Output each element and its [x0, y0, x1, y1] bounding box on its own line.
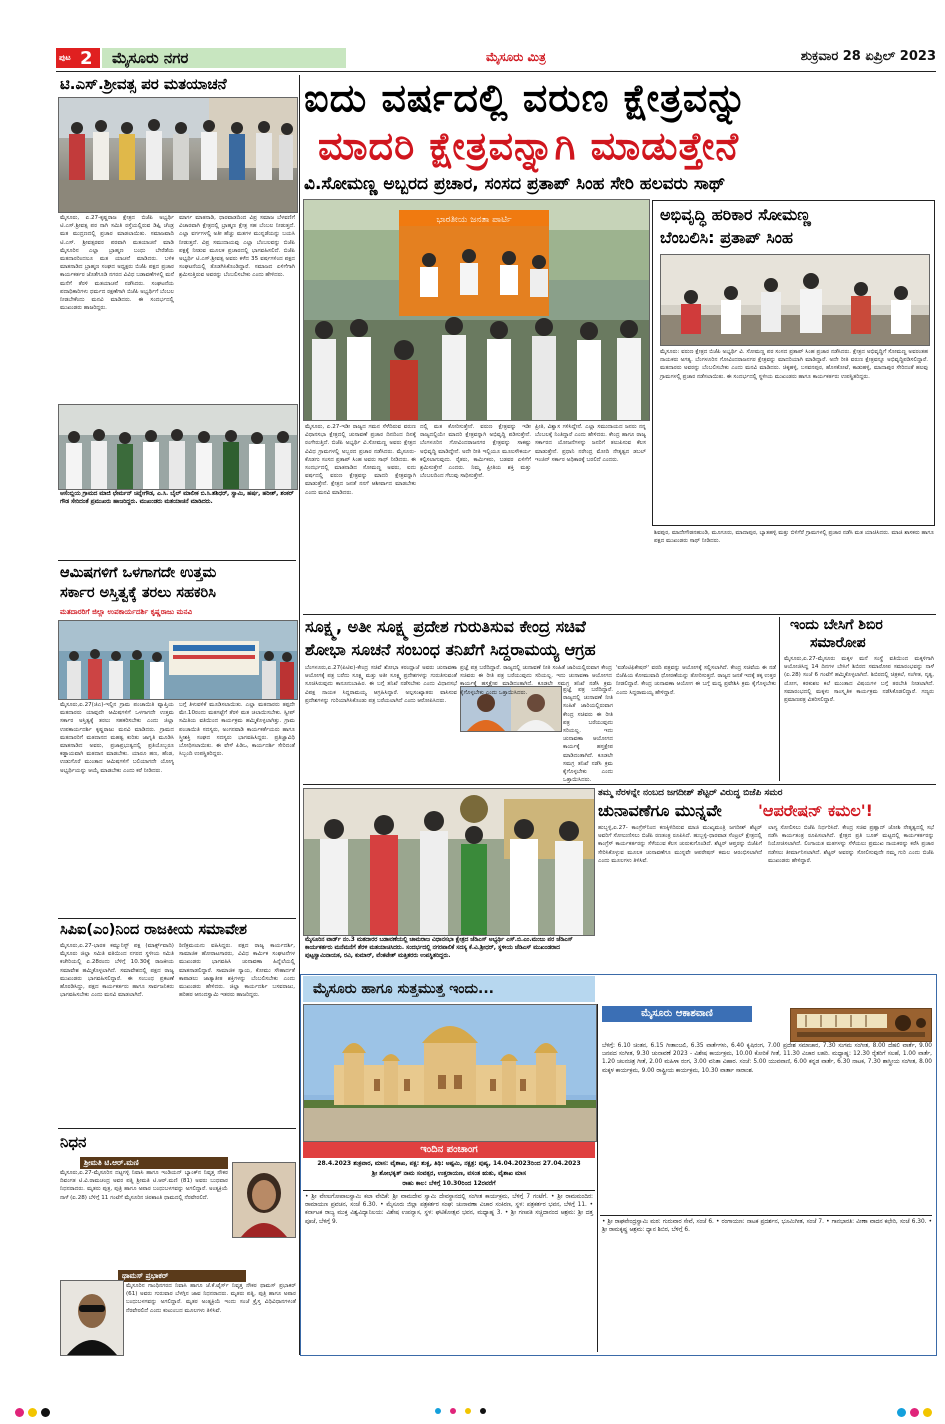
lead-col3: ಪ್ರೀತಿ, ವಿಶ್ವಾಸ ಗಳಿಸಿದ್ದೇನೆ. ಎಲ್ಲಾ ಸಮುದಾಯದ ಜನರು ನನ್ನ ಬೆಂಬಲಕ್ಕೆ ನಿಂತಿದ್ದಾರೆ ಎಂದು ಹೇಳಿದರು. ಕೇಂದ್ರ ಹಾಗೂ ರಾಜ್ಯ ಸರ್ಕಾರದ ಯೋಜನೆಗಳನ್ನು ಜನರಿಗೆ ತಲುಪಿಸುವ ಕೆಲಸ ಮಾಡುತ್ತೇನೆ. ಪ್ರಧಾನಿ ನರೇಂದ್ರ ಮೋದಿ ನೇತೃತ್ವದ ಡಬಲ್ ಇಂಜಿನ್ ಸರ್ಕಾರ ಅಧಿಕಾರಕ್ಕೆ ಬರಲಿದೆ ಎಂದರು.	[535, 424, 646, 463]
story2-headline-2: ಸರ್ಕಾರ ಅಸ್ತಿತ್ವಕ್ಕೆ ತರಲು ಸಹಕರಿಸಿ	[60, 585, 216, 601]
story3-col1: ಮೈಸೂರು,ಏ.27-ಭಾರತ ಕಮ್ಯುನಿಸ್ಟ್ ಪಕ್ಷ (ಮಾರ್ಕ್ಸ್‌ವಾದಿ) ಮೈಸೂರು ಜಿಲ್ಲಾ ಸಮಿತಿ ವತಿಯಿಂದ ನಗರದ ಸ್ಥಳೀಯ ಸಮಿತಿ ಕಚೇರಿಯಲ್ಲಿ ಏ.28ರಂದು ಬೆಳಿಗ್ಗೆ 10.30ಕ್ಕೆ ರಾಜಕೀಯ ಸಮಾವೇಶ ಹಮ್ಮಿಕೊಳ್ಳಲಾಗಿದೆ. ಸಮಾವೇಶದಲ್ಲಿ ಪಕ್ಷದ ರಾಜ್ಯ ಮುಖಂಡರು ಭಾಗವಹಿಸಲಿದ್ದಾರೆ. ಈ ಸಂಬಂಧ ಪ್ರಕಟಣೆ ಹೊರಡಿಸಿದ್ದು, ಪಕ್ಷದ ಕಾರ್ಯಕರ್ತರು ಹಾಗೂ ಸಾರ್ವಜನಿಕರು ಭಾಗವಹಿಸಬೇಕು ಎಂದು ಮನವಿ ಮಾಡಲಾಗಿದೆ.	[60, 943, 174, 999]
story1-photo	[58, 97, 298, 213]
panchanga-line-3: ರಾಹು ಕಾಲ: ಬೆಳಿಗ್ಗೆ 10.30ರಿಂದ 12ರವರೆಗೆ	[402, 1180, 496, 1187]
meeting-illustration	[661, 255, 929, 345]
campaign-vehicle-crowd-illustration	[304, 200, 649, 420]
radio-icon	[791, 1009, 931, 1041]
story2-col1: ಮೈಸೂರು,ಏ.27(ಜಿಎ)-ಇಲ್ಲಿನ ಗ್ರಾಮ ಪಂಚಾಯಿತಿ ವ್ಯಾಪ್ತಿಯ ಮತದಾರರು ಯಾವುದೇ ಆಮಿಷಗಳಿಗೆ ಒಳಗಾಗದೇ ಉತ್ತಮ ಸರ್ಕಾರ ಅಸ್ತಿತ್ವಕ್ಕೆ ತರಲು ಸಹಕರಿಸಬೇಕು ಎಂದು ಜಿಲ್ಲಾ ಉಪಕಾರ್ಯದರ್ಶಿ ಕೃಷ್ಣರಾಜು ಮನವಿ ಮಾಡಿದರು. ಗ್ರಾಮದ ಮತದಾರರಿಗೆ ಮತದಾನದ ಮಹತ್ವ ಕುರಿತು ಜಾಗೃತಿ ಮೂಡಿಸಿ ಮಾತನಾಡಿದ ಅವರು, ಪ್ರಜಾಪ್ರಭುತ್ವದಲ್ಲಿ ಪ್ರತಿಯೊಬ್ಬರೂ ಕಡ್ಡಾಯವಾಗಿ ಮತದಾನ ಮಾಡಬೇಕು. ಯಾರೂ ಹಣ, ಹೆಂಡ, ಉಡುಗೊರೆ ಮುಂತಾದ ಆಮಿಷಗಳಿಗೆ ಬಲಿಯಾಗದೇ ಯೋಗ್ಯ ಅಭ್ಯರ್ಥಿಯನ್ನು ಆಯ್ಕೆ ಮಾಡಬೇಕು ಎಂದು ಕರೆ ನೀಡಿದರು.	[60, 702, 174, 774]
story4-headline-1: ಸೂಕ್ಷ್ಮ, ಅತೀ ಸೂಕ್ಷ್ಮ ಪ್ರದೇಶ ಗುರುತಿಸುವ ಕೇಂದ್ರ ಸಚಿವೆ	[305, 617, 586, 636]
jds-campaign-photo	[303, 788, 595, 936]
masthead	[56, 47, 936, 69]
obituary-photo-2	[60, 1280, 124, 1356]
photo-caption-1: ಆಸೆಂಬ್ಲಿಯ ಗ್ರಾಮದ ಮಾಜಿ ಛೇರ್ಮನ್ ಚಿನ್ನೇಗೌಡ, ಎ.ಸಿ. ಬೈಲ್ ಮಾಲೀಕ ಬಿ.ಸಿ.ಶಶಿಧರ್, ಸ್ವಾಮಿ, ಹರ್ಷ, ಹರೀಶ್, ಶಂಕರ್ ಗೌಡ ಸೇರಿದಂತೆ ಪ್ರಮುಖರು ಹಾಜರಿದ್ದರು. ಮುಖಂಡರು ಮತಯಾಚನೆ ಮಾಡಿದರು.	[60, 491, 294, 505]
story2-photo	[58, 620, 298, 700]
column-divider	[597, 1004, 598, 1352]
divider	[600, 1215, 932, 1216]
rally-with-banner-illustration	[59, 621, 297, 699]
story6-col2: ಲಾಗ್ಯ ಸೋಲಿಸಲು ಬಿಜೆಪಿ ನಿರ್ಧರಿಸಿದೆ. ಕೇಂದ್ರ ಸಚಿವ ಪ್ರಹ್ಲಾದ್ ಜೋಶಿ ನೇತೃತ್ವದಲ್ಲಿ ಸಭೆ ನಡೆಸಿ ಕಾರ್ಯತಂತ್ರ ರೂಪಿಸಲಾಗಿದೆ. ಕ್ಷೇತ್ರದ ಪ್ರತಿ ಬೂತ್ ಮಟ್ಟದಲ್ಲಿ ಕಾರ್ಯಕರ್ತರನ್ನು ನಿಯೋಜಿಸಲಾಗಿದೆ. ಲಿಂಗಾಯತ ಮತಗಳನ್ನು ಸೆಳೆಯಲು ಪ್ರಮುಖ ನಾಯಕರನ್ನು ಕರೆಸಿ ಪ್ರಚಾರ ನಡೆಸಲು ತೀರ್ಮಾನಿಸಲಾಗಿದೆ. ಶೆಟ್ಟರ್ ಅವರನ್ನು ಸೋಲಿಸುವುದೇ ನಮ್ಮ ಗುರಿ ಎಂದು ಬಿಜೆಪಿ ಮುಖಂಡರು ಹೇಳಿದ್ದಾರೆ.	[768, 825, 934, 864]
group-of-people-illustration	[59, 98, 297, 212]
obituary-photo-1	[232, 1162, 296, 1238]
story6-col1: ಹುಬ್ಬಳ್ಳಿ,ಏ.27- ಕಾಂಗ್ರೆಸ್‌ನಿಂದ ಕಣಕ್ಕಿಳಿದಿರುವ ಮಾಜಿ ಮುಖ್ಯಮಂತ್ರಿ ಜಗದೀಶ್ ಶೆಟ್ಟರ್ ಅವರಿಗೆ ಸೋಲುಣಿಸಲು ಬಿಜೆಪಿ ರಣತಂತ್ರ ರೂಪಿಸಿದೆ. ಹುಬ್ಬಳ್ಳಿ-ಧಾರವಾಡ ಸೆಂಟ್ರಲ್ ಕ್ಷೇತ್ರದಲ್ಲಿ ಕಾಂಗ್ರೆಸ್ ಕಾರ್ಯಕರ್ತರನ್ನು ಸೆಳೆಯುವ ಕೆಲಸ ಚುರುಕುಗೊಂಡಿದೆ. ಶೆಟ್ಟರ್ ಆಪ್ತರನ್ನು ಬಿಜೆಪಿಗೆ ಸೇರಿಸಿಕೊಳ್ಳುವ ಮೂಲಕ ಚುನಾವಣೆಗೂ ಮುನ್ನವೇ ಆಪರೇಷನ್ ಕಮಲ ಆರಂಭಿಸಲಾಗಿದೆ ಎಂದು ಮೂಲಗಳು ತಿಳಿಸಿವೆ.	[598, 825, 762, 864]
story4-col2b: ಪ್ರಜ್ಞೆ ಪತ್ರ ಬರೆದಿದ್ದಾರೆ. ರಾಜ್ಯದಲ್ಲಿ ಚುನಾವಣೆ ನೀತಿ ಸಂಹಿತೆ ಜಾರಿಯಲ್ಲಿರುವಾಗ ಕೇಂದ್ರ ಸಚಿವರು ಈ ರೀತಿ ಪತ್ರ ಬರೆಯುವುದು ಸರಿಯಲ್ಲ. ಇದು ಚುನಾವಣಾ ಆಯೋಗದ ಕಾರ್ಯಕ್ಕೆ ಹಸ್ತಕ್ಷೇಪ ಮಾಡಿದಂತಾಗಿದೆ. ಕೂಡಲೇ ಸಮಗ್ರ ತನಿಖೆ ನಡೆಸಿ ಕ್ರಮ ಕೈಗೊಳ್ಳಬೇಕು ಎಂದು ಒತ್ತಾಯಿಸಿದರು.	[563, 687, 613, 784]
page-date: ಶುಕ್ರವಾರ 28 ಏಪ್ರಿಲ್ 2023	[800, 49, 936, 64]
story3-headline: ಸಿಪಿಐ(ಎಂ)ನಿಂದ ರಾಜಕೀಯ ಸಮಾವೇಶ	[60, 922, 247, 938]
lead-subhead: ವಿ.ಸೋಮಣ್ಣ ಅಬ್ಬರದ ಪ್ರಚಾರ, ಸಂಸದ ಪ್ರತಾಪ್ ಸಿಂಹ ಸೇರಿ ಹಲವರು ಸಾಥ್	[304, 174, 726, 194]
story1-headline: ಟಿ.ಎಸ್.ಶ್ರೀವತ್ಸ ಪರ ಮತಯಾಚನೆ	[60, 75, 227, 93]
side-headline-2: ಬೆಂಬಲಿಸಿ: ಪ್ರತಾಪ್ ಸಿಂಹ	[660, 228, 793, 247]
group-of-people-illustration	[59, 405, 297, 489]
side-body: ಮೈಸೂರು: ವರುಣ ಕ್ಷೇತ್ರದ ಬಿಜೆಪಿ ಅಭ್ಯರ್ಥಿ ವಿ. ಸೋಮಣ್ಣ ಪರ ಸಂಸದ ಪ್ರತಾಪ್ ಸಿಂಹ ಪ್ರಚಾರ ನಡೆಸಿದರು. ಕ್ಷೇತ್ರದ ಅಭಿವೃದ್ಧಿಗೆ ಸೋಮಣ್ಣ ಅವರಂತಹ ನಾಯಕರು ಅಗತ್ಯ. ಬೆಂಗಳೂರಿನ ಗೋವಿಂದರಾಜನಗರ ಕ್ಷೇತ್ರವನ್ನು ಮಾದರಿಯಾಗಿ ಮಾಡಿದ್ದಾರೆ. ಅದೇ ರೀತಿ ವರುಣ ಕ್ಷೇತ್ರವನ್ನೂ ಅಭಿವೃದ್ಧಿಪಡಿಸಲಿದ್ದಾರೆ. ಮತದಾರರು ಅವರನ್ನು ಬೆಂಬಲಿಸಬೇಕು ಎಂದು ಮನವಿ ಮಾಡಿದರು. ಚಿಕ್ಕಹಳ್ಳಿ, ಬಸವನಪುರ, ಹೊಸಕೋಟೆ, ಕಾಡುಹಳ್ಳಿ, ಮಾದಾಪುರ ಸೇರಿದಂತೆ ಹಲವು ಗ್ರಾಮಗಳಲ್ಲಿ ಪ್ರಚಾರ ನಡೆಸಲಾಯಿತು. ಈ ಸಂದರ್ಭದಲ್ಲಿ ಸ್ಥಳೀಯ ಮುಖಂಡರು ಹಾಗೂ ಕಾರ್ಯಕರ್ತರು ಉಪಸ್ಥಿತರಿದ್ದರು.	[660, 349, 928, 380]
registration-mark	[465, 1408, 471, 1414]
story4-col1: ಬೆಂಗಳೂರು,ಏ.27(ಪಿಟಿಐ)-ಕೇಂದ್ರ ಸಚಿವೆ ಶೋಭಾ ಕರಂದ್ಲಾಜೆ ಅವರು ಚುನಾವಣಾ ಆಯೋಗಕ್ಕೆ ಪತ್ರ ಬರೆದು ಸೂಕ್ಷ್ಮ ಮತ್ತು ಅತೀ ಸೂಕ್ಷ್ಮ ಪ್ರದೇಶಗಳನ್ನು ಗುರುತಿಸುವಂತೆ ಸೂಚಿಸಿರುವುದು ಕಾನೂನುಬಾಹಿರ. ಈ ಬಗ್ಗೆ ತನಿಖೆ ನಡೆಸಬೇಕು ಎಂದು ವಿಧಾನಸಭೆ ವಿಪಕ್ಷ ನಾಯಕ ಸಿದ್ದರಾಮಯ್ಯ ಆಗ್ರಹಿಸಿದ್ದಾರೆ. ಅಲ್ಪಸಂಖ್ಯಾತರು ವಾಸಿಸುವ ಪ್ರದೇಶಗಳನ್ನು ಗುರಿಯಾಗಿಸಿಕೊಂಡು ಪತ್ರ ಬರೆಯಲಾಗಿದೆ ಎಂದು ಆರೋಪಿಸಿದರು.	[305, 665, 457, 704]
side-photo	[660, 254, 930, 346]
story6-headline-2a: ಚುನಾವಣೆಗೂ ಮುನ್ನವೇ	[598, 801, 722, 820]
divider	[303, 1190, 595, 1191]
story1-col2: ಮಾರ್ಗ ಮಾತನಾಡಿ, ಧಾರವಾಡದಿಂದ ವಿಪ್ರ ಸಮಾಜ ಬೆಳವಣಿಗೆ ವಿಚಾರವಾಗಿ ಕ್ಷೇತ್ರದಲ್ಲಿ ಬ್ರಾಹ್ಮಣ ಕ್ಷೇತ್ರ ಸಹ ಬೆಂಬಲ ನೀಡುತ್ತದೆ. ಎಲ್ಲಾ ವರ್ಗಗಳಲ್ಲಿ ಅತೀ ಹೆಚ್ಚು ಮತಗಳ ಮುನ್ನಡೆಯನ್ನು ಬಯಸಿ ನೀಡುತ್ತದೆ. ವಿಪ್ರ ಸಮುದಾಯವು ಎಲ್ಲಾ ಬೆಂಬಲವನ್ನು ಬಿಜೆಪಿ ಪಕ್ಷಕ್ಕೆ ನೀಡುವ ಮೂಲಕ ಪ್ರಚಾರದಲ್ಲಿ ಭಾಗವಹಿಸಲಿದೆ. ಬಿಜೆಪಿ ಅಭ್ಯರ್ಥಿ ಟಿ.ಎಸ್.ಶ್ರೀವತ್ಸ ಅವರು ಕಳೆದ 35 ವರ್ಷಗಳಿಂದ ಪಕ್ಷದ ಸಂಘಟನೆಯಲ್ಲಿ ತೊಡಗಿಸಿಕೊಂಡಿದ್ದಾರೆ. ಸಮಾಜದ ಏಳಿಗೆಗಾಗಿ ಶ್ರಮಿಸುತ್ತಿರುವ ಅವರನ್ನು ಬೆಂಬಲಿಸಬೇಕು ಎಂದು ಹೇಳಿದರು.	[179, 215, 295, 279]
registration-mark	[897, 1408, 906, 1417]
page-number-badge	[56, 48, 100, 68]
story5-headline-1: ಇಂದು ಬೇಸಿಗೆ ಶಿಬಿರ	[790, 617, 883, 633]
today-banner: ಮೈಸೂರು ಹಾಗೂ ಸುತ್ತಮುತ್ತ ಇಂದು...	[303, 976, 595, 1002]
today-events-left: • ಶ್ರೀ ವೇಣುಗೋಪಾಲಸ್ವಾಮಿ ಕಲಾ ವೇದಿಕೆ: ಶ್ರೀ ವಾಮದೇವ ಸ್ವಾಮಿ ದೇವಸ್ಥಾನದಲ್ಲಿ ಸಂಗೀತ ಕಾರ್ಯಕ್ರಮ, ಬೆಳಿಗ್ಗೆ 7 ಗಂಟೆಗೆ. • ಶ್ರೀ ರಾಮಮಂದಿರ: ರಾಮಾಯಣ ಪ್ರವಚನ, ಸಂಜೆ 6.30. • ಮೈಸೂರು ಜಿಲ್ಲಾ ಪತ್ರಕರ್ತರ ಸಂಘ: ಚುನಾವಣಾ ವಿಚಾರ ಸಂಕಿರಣ, ಸ್ಥಳ: ಪತ್ರಕರ್ತರ ಭವನ, ಬೆಳಿಗ್ಗೆ 11. • ಕರ್ನಾಟಕ ರಾಜ್ಯ ಮುಕ್ತ ವಿಶ್ವವಿದ್ಯಾನಿಲಯ: ವಿಶೇಷ ಉಪನ್ಯಾಸ, ಸ್ಥಳ: ಘಟಿಕೋತ್ಸವ ಭವನ, ಮಧ್ಯಾಹ್ನ 3. • ಶ್ರೀ ಗಣಪತಿ ಸಚ್ಚಿದಾನಂದ ಆಶ್ರಮ: ಶ್ರೀ ದತ್ತ ಪೂಜೆ, ಬೆಳಿಗ್ಗೆ 9.	[305, 1194, 593, 1225]
divider	[303, 784, 936, 785]
divider	[58, 918, 296, 919]
column-divider	[779, 617, 780, 781]
lead-col2: ದಲ್ಲಿ ಮತ ಕೋರಿಸುತ್ತೇನೆ. ವರುಣ ಕ್ಷೇತ್ರವನ್ನು ಇಡೀ ರಾಜ್ಯದಲ್ಲಿಯೇ ಮಾದರಿ ಕ್ಷೇತ್ರವನ್ನಾಗಿ ಅಭಿವೃದ್ಧಿ ಪಡಿಸುತ್ತೇನೆ. ಬೆಂಗಳೂರಿನ ಗೋವಿಂದರಾಜನಗರ ಕ್ಷೇತ್ರವನ್ನು ಸಾಕಷ್ಟು ಅಭಿವೃದ್ಧಿ ಮಾಡಿದ್ದೇನೆ. ಅದೇ ರೀತಿ ಇಲ್ಲಿಯೂ ಮೂಲಸೌಕರ್ಯ ಕಲ್ಪಿಸಲಾಗುವುದು. ರೈತರು, ಕಾರ್ಮಿಕರು, ಬಡವರ ಏಳಿಗೆಗೆ ಶ್ರಮಿಸುತ್ತೇನೆ ಎಂದರು. ನಿಮ್ಮ ಪ್ರೀತಿಯ ಶಕ್ತಿ ಮತ್ತು ಬೆಂಬಲದಿಂದ ಗೆಲುವು ಸಾಧಿಸುತ್ತೇನೆ.	[420, 424, 531, 480]
side-body-2: ಶಿವಪುರ, ಮಾದೇಗೌಡನಹುಂಡಿ, ಮೂಗೂರು, ಮಾದಾಪುರ, ಬ್ಯಾತಹಳ್ಳಿ ಮತ್ತು ಬಿಳಿಗೆರೆ ಗ್ರಾಮಗಳಲ್ಲಿ ಪ್ರಚಾರ ನಡೆಸಿ ಮತ ಯಾಚಿಸಿದರು. ಮಾಜಿ ಶಾಸಕರು ಹಾಗೂ ಪಕ್ಷದ ಮುಖಂಡರು ಸಾಥ್ ನೀಡಿದರು.	[654, 530, 934, 545]
page-number: 2	[80, 48, 93, 69]
obituary-name-2: ಥಾಮಸ್ ಪ್ರಭಾಕರ್	[118, 1270, 246, 1282]
vehicle-banner-text: ಭಾರತೀಯ ಜನತಾ ಪಾರ್ಟಿ	[436, 215, 512, 225]
story1-col1: ಮೈಸೂರು, ಏ.27-ಕೃಷ್ಣರಾಜ ಕ್ಷೇತ್ರದ ಬಿಜೆಪಿ ಅಭ್ಯರ್ಥಿ ಟಿ.ಎಸ್.ಶ್ರೀವತ್ಸ ಪರ ನಾಗಿ ಸಮಿತಿ ರಸ್ತೆಯಲ್ಲಿರುವ ಡಿಪ್ಪಿ ಚೆಂಡ್ರ ಮತ ಮುದ್ರಣದಲ್ಲಿ ಪ್ರಚಾರ ಮಾಡಲಾಯಿತು. ಸಮಾಜವಾದಿ ಟಿ.ಎಸ್. ಶ್ರೀವತ್ಸರವರ ಪರವಾಗಿ ಮತಯಾಚನೆ ಮಾಡಿ ಮೈಸೂರಿನ ಎಲ್ಲಾ ಬ್ರಾಹ್ಮಣ ಬಂಧು ಬೇರೆಡೆಯ ಮತದಾರರಿಂದಲೂ ಮತ ಯಾಚನೆ ಮಾಡಿದರು. ಬಳಿಕ ಮಾತನಾಡಿದ ಬ್ರಾಹ್ಮಣ ಸಂಘದ ಅಧ್ಯಕ್ಷರು ಬಿಜೆಪಿ ಪಕ್ಷದ ಪ್ರಚಾರ ಕಾರ್ಯಕರ್ತರ ಜೊತೆಗೂಡಿ ನಗರದ ವಿವಿಧ ಬಡಾವಣೆಗಳಲ್ಲಿ ಮನೆ ಮನೆಗೆ ತೆರಳಿ ಮತಯಾಚನೆ ನಡೆಸಿದರು. ಸಂಘಟನೆಯ ಪದಾಧಿಕಾರಿಗಳು ಧರ್ಮದ ರಕ್ಷಣೆಗಾಗಿ ಬಿಜೆಪಿ ಅಭ್ಯರ್ಥಿಗೆ ಬೆಂಬಲ ನೀಡಬೇಕೆಂದು ಮನವಿ ಮಾಡಿದರು. ಈ ಸಂದರ್ಭದಲ್ಲಿ ಮುಖಂಡರು ಹಾಜರಿದ್ದರು.	[60, 215, 174, 312]
today-events-right: • ಶ್ರೀ ರಾಘವೇಂದ್ರಸ್ವಾಮಿ ಮಠ: ಗುರುವಾರ ಸೇವೆ, ಸಂಜೆ 6. • ರಂಗಾಯಣ: ನಾಟಕ ಪ್ರದರ್ಶನ, ಭೂಮಿಗೀತ, ಸಂಜೆ 7. • ಗಾನಭಾರತಿ: ವೀಣಾ ವಾದನ ಕಛೇರಿ, ಸಂಜೆ 6.30. • ಶ್ರೀ ರಾಮಕೃಷ್ಣ ಆಶ್ರಮ: ಧ್ಯಾನ ಶಿಬಿರ, ಬೆಳಿಗ್ಗೆ 6.	[602, 1219, 932, 1234]
radio-title: ಮೈಸೂರು ಆಕಾಶವಾಣಿ	[602, 1006, 752, 1022]
story6-headline-1: ತಮ್ಮ ನೆರಳನ್ನೇ ನಂಬದ ಜಗದೀಶ್ ಶೆಟ್ಟರ್ ವಿರುದ್ಧ ಬಿಜೆಪಿ ಸಮರ	[598, 788, 783, 798]
story4-col2: ಪ್ರಜ್ಞೆ ಪತ್ರ ಬರೆದಿದ್ದಾರೆ. ರಾಜ್ಯದಲ್ಲಿ ಚುನಾವಣೆ ನೀತಿ ಸಂಹಿತೆ ಜಾರಿಯಲ್ಲಿರುವಾಗ ಕೇಂದ್ರ ಸಚಿವರು ಈ ರೀತಿ ಪತ್ರ ಬರೆಯುವುದು ಸರಿಯಲ್ಲ. ಇದು ಚುನಾವಣಾ ಆಯೋಗದ ಕಾರ್ಯಕ್ಕೆ ಹಸ್ತಕ್ಷೇಪ ಮಾಡಿದಂತಾಗಿದೆ. ಕೂಡಲೇ ಸಮಗ್ರ ತನಿಖೆ ನಡೆಸಿ ಕ್ರಮ ಕೈಗೊಳ್ಳಬೇಕು ಎಂದು ಒತ್ತಾಯಿಸಿದರು.	[460, 665, 612, 696]
panchanga-line-2: ಶ್ರೀ ಶೋಭಕೃತ್ ನಾಮ ಸಂವತ್ಸರ, ಉತ್ತರಾಯಣ, ವಸಂತ ಋತು, ವೈಶಾಖ ಮಾಸ	[371, 1170, 527, 1177]
registration-mark	[910, 1408, 919, 1417]
lead-photo	[303, 199, 650, 421]
radio-text: ಬೆಳಿಗ್ಗೆ: 6.10 ಚಿಂತನ, 6.15 ಗೀತಾಂಜಲಿ, 6.35 ವಾರ್ತೆಗಳು, 6.40 ಕೃಷಿರಂಗ, 7.00 ಪ್ರದೇಶ ಸಮಾಚಾರ, 7.30 ಸುಗಮ ಸಂಗೀತ, 8.00 ದೆಹಲಿ ವಾರ್ತೆ, 9.00 ಜನಪದ ಸಂಗೀತ, 9.30 ಚುನಾವಣೆ 2023 - ವಿಶೇಷ ಕಾರ್ಯಕ್ರಮ, 10.00 ಕೋರಿಕೆ ಗೀತೆ, 11.30 ವಿಚಾರ ಲಹರಿ. ಮಧ್ಯಾಹ್ನ: 12.30 ರೈತರಿಗೆ ಸಲಹೆ, 1.00 ವಾರ್ತೆ, 1.20 ಚಲನಚಿತ್ರ ಗೀತೆ, 2.00 ಮಹಿಳಾ ರಂಗ, 3.00 ವನಿತಾ ವಿಹಾರ. ಸಂಜೆ: 5.00 ಯುವವಾಣಿ, 6.00 ಕನ್ನಡ ವಾರ್ತೆ, 6.30 ನಾಟಕ, 7.30 ಶಾಸ್ತ್ರೀಯ ಸಂಗೀತ, 8.00 ಮಕ್ಕಳ ಕಾರ್ಯಕ್ರಮ, 9.00 ರಾಷ್ಟ್ರೀಯ ಕಾರ್ಯಕ್ರಮ, 10.30 ವಾರ್ತಾ ಸಾರಾಂಶ.	[602, 1043, 932, 1074]
obituary-name-1: ಶ್ರೀಮತಿ ಟಿ.ಆರ್.ಮಣಿ	[80, 1157, 228, 1169]
registration-mark	[41, 1408, 50, 1417]
obituary-heading: ನಿಧನ	[60, 1133, 87, 1151]
panchanga-line-1: 28.4.2023 ಶುಕ್ರವಾರ, ಮಾಸ: ವೈಶಾಖ, ಪಕ್ಷ: ಶುಕ್ಲ, ತಿಥಿ: ಅಷ್ಟಮಿ, ನಕ್ಷತ್ರ: ಪುಷ್ಯ, 14.04.2023ರಿಂದ 27.04.2023	[317, 1160, 581, 1167]
radio-icon	[790, 1008, 932, 1042]
obituary-text-2: ಮೈಸೂರಿನ ಗಾಂಧಿನಗರದ ನಿವಾಸಿ ಹಾಗೂ ಜೆ.ಕೆ.ಟೈರ್ಸ್ ನಿವೃತ್ತ ನೌಕರ ಥಾಮಸ್ ಪ್ರಭಾಕರ್ (61) ಅವರು ಗುರುವಾರ ಬೆಳಗ್ಗಿನ ಜಾವ ನಿಧನರಾದರು. ಮೃತರು ಪತ್ನಿ, ಪುತ್ರಿ ಹಾಗೂ ಅಪಾರ ಬಂಧುಬಳಗವನ್ನು ಅಗಲಿದ್ದಾರೆ. ಮೃತರ ಅಂತ್ಯಕ್ರಿಯೆ ಇಂದು ಸಂಜೆ ಕ್ರೈಸ್ತ ವಿಧಿವಿಧಾನಗಳಂತೆ ನೆರವೇರಲಿದೆ ಎಂದು ಕುಟುಂಬದ ಮೂಲಗಳು ತಿಳಿಸಿವೆ.	[126, 1283, 296, 1314]
page-label: ಪುಟ	[59, 53, 71, 62]
divider	[58, 560, 296, 561]
registration-mark	[480, 1408, 486, 1414]
story4-headline-2: ಶೋಭಾ ಸೂಚನೆ ಸಂಬಂಧ ತನಿಖೆಗೆ ಸಿದ್ದರಾಮಯ್ಯ ಆಗ್ರಹ	[305, 640, 596, 659]
obituary-text-1: ಮೈಸೂರು,ಏ.27-ಮೈಸೂರಿನ ದಟ್ಟಗಳ್ಳಿ ನಿವಾಸಿ ಹಾಗೂ ಇಂಡಿಯನ್ ಬ್ಯಾಂಕ್‌ನ ನಿವೃತ್ತ ನೌಕರ ದಿವಂಗತ ಟಿ.ವಿ.ರಾಮಚಂದ್ರ ಅವರ ಪತ್ನಿ ಶ್ರೀಮತಿ ಟಿ.ಆರ್.ಮಣಿ (81) ಅವರು ಬುಧವಾರ ನಿಧನರಾದರು. ಮೃತರು ಪುತ್ರ, ಪುತ್ರಿ ಹಾಗೂ ಅಪಾರ ಬಂಧುಬಳಗವನ್ನು ಅಗಲಿದ್ದಾರೆ. ಅಂತ್ಯಕ್ರಿಯೆ ನಾಳೆ (ಏ.28) ಬೆಳಿಗ್ಗೆ 11 ಗಂಟೆಗೆ ಮೈಸೂರಿನ ಚಿರಶಾಂತಿ ಧಾಮದಲ್ಲಿ ನೆರವೇರಲಿದೆ.	[60, 1170, 228, 1201]
mysore-palace-photo	[303, 1004, 597, 1142]
side-headline-1: ಅಭಿವೃದ್ಧಿ ಹರಿಕಾರ ಸೋಮಣ್ಣ	[660, 205, 811, 224]
story2-headline-1: ಆಮಿಷಗಳಿಗೆ ಒಳಗಾಗದೇ ಉತ್ತಮ	[60, 565, 217, 581]
story1-photo-2	[58, 404, 298, 490]
divider	[58, 1128, 296, 1129]
photo-caption-2: ಮೈಸೂರಿನ ವಾರ್ಡ್ ನಂ.3 ಮತದಾರರ ಬಡಾವಣೆಯಲ್ಲಿ ಚಾಮರಾಜ ವಿಧಾನಸಭಾ ಕ್ಷೇತ್ರದ ಜೆಡಿಎಸ್ ಅಭ್ಯರ್ಥಿ ಎಸ್.ಬಿ.ಎಂ.ಮಂಜು ಪರ ಜೆಡಿಎಸ್ ಕಾರ್ಯಕರ್ತರು ಮನೆಮನೆಗೆ ತೆರಳಿ ಮತಯಾಚಿಸಿದರು. ಸಂದರ್ಭದಲ್ಲಿ ನಗರಪಾಲಿಕೆ ಸದಸ್ಯ ಕೆ.ವಿ.ಶ್ರೀಧರ್, ಸ್ಥಳೀಯ ಜೆಡಿಎಸ್ ಮುಖಂಡರಾದ ಪುಟ್ಟಸ್ವಾಮಿನಾಯಕ, ರವಿ, ಕುಮಾರ್, ವೆಂಕಟೇಶ್ ಮತ್ತಿತರರು ಉಪಸ್ಥಿತರಿದ್ದರು.	[305, 937, 573, 959]
registration-mark	[923, 1408, 932, 1417]
portrait-woman-illustration	[233, 1163, 295, 1237]
door-to-door-campaign-illustration	[304, 789, 594, 935]
panchanga-title: ಇಂದಿನ ಪಂಚಾಂಗ	[303, 1142, 595, 1158]
lead-headline-2: ಮಾದರಿ ಕ್ಷೇತ್ರವನ್ನಾಗಿ ಮಾಡುತ್ತೇನೆ	[318, 124, 739, 168]
registration-mark	[435, 1408, 441, 1414]
section-title: ಮೈಸೂರು ನಗರ	[102, 48, 346, 68]
story3-col2: ಠಿಣಿಕ್ರಮಯನು ವಹಿಸಿದ್ದರು. ಪಕ್ಷದ ರಾಜ್ಯ ಕಾರ್ಯದರ್ಶಿ, ಸಾಮಾಜಿಕ ಹೋರಾಟಗಾರರು, ವಿವಿಧ ಕಾರ್ಮಿಕ ಸಂಘಟನೆಗಳ ಮುಖಂಡರು ಭಾಗವಹಿಸಿ ಚುನಾವಣಾ ಹಿನ್ನೆಲೆಯಲ್ಲಿ ಮಾತನಾಡಲಿದ್ದಾರೆ. ಸಾಮಾಜಿಕ ನ್ಯಾಯ, ಕೋಮು ಸೌಹಾರ್ದತೆ ಕಾಪಾಡಲು ಜಾತ್ಯಾತೀತ ಶಕ್ತಿಗಳನ್ನು ಬೆಂಬಲಿಸಬೇಕು ಎಂದು ಮುಖಂಡರು ಹೇಳಿದರು. ಜಿಲ್ಲಾ ಕಾರ್ಯದರ್ಶಿ ಬಸವರಾಜು, ಹರಿಹರ ಆನಂದಸ್ವಾಮಿ ಇತರರು ಹಾಜರಿದ್ದರು.	[179, 943, 295, 999]
mysore-palace-illustration	[304, 1005, 596, 1141]
portrait-man-illustration	[61, 1281, 123, 1355]
masthead-rule	[56, 71, 936, 72]
paper-name: ಮೈಸೂರು ಮಿತ್ರ	[486, 50, 546, 64]
lead-headline-1: ಐದು ವರ್ಷದಲ್ಲಿ ವರುಣ ಕ್ಷೇತ್ರವನ್ನು	[304, 76, 748, 120]
story5-body: ಮೈಸೂರು,ಏ.27-ಮೈಸೂರು ಮಕ್ಕಳ ಮನೆ ಸಂಸ್ಥೆ ವತಿಯಿಂದ ಮಕ್ಕಳಿಗಾಗಿ ಆಯೋಜಿಸಿದ್ದ 14 ದಿನಗಳ ಬೇಸಿಗೆ ಶಿಬಿರದ ಸಮಾರೋಪ ಸಮಾರಂಭವನ್ನು ನಾಳೆ (ಏ.28) ಸಂಜೆ 6 ಗಂಟೆಗೆ ಹಮ್ಮಿಕೊಳ್ಳಲಾಗಿದೆ. ಶಿಬಿರದಲ್ಲಿ ಚಿತ್ರಕಲೆ, ಸಂಗೀತ, ನೃತ್ಯ, ಯೋಗ, ಕರಕುಶಲ ಕಲೆ ಮುಂತಾದ ವಿಷಯಗಳ ಬಗ್ಗೆ ತರಬೇತಿ ನೀಡಲಾಗಿದೆ. ಸಮಾರಂಭದಲ್ಲಿ ಮಕ್ಕಳು ಸಾಂಸ್ಕೃತಿಕ ಕಾರ್ಯಕ್ರಮ ನಡೆಸಿಕೊಡಲಿದ್ದಾರೆ. ಗಣ್ಯರು ಪ್ರಮಾಣಪತ್ರ ವಿತರಿಸಲಿದ್ದಾರೆ.	[784, 656, 934, 704]
story5-headline-2: ಸಮಾರೋಪ	[810, 635, 866, 651]
story4-col3: 'ಐಡೆಂಟಿಫಿಕೇಷನ್' ವರದಿ ಪತ್ರವನ್ನು ಆಯೋಗಕ್ಕೆ ಸಲ್ಲಿಸಲಾಗಿದೆ. ಕೇಂದ್ರ ಸಚಿವೆಯ ಈ ನಡೆ ಬಿಜೆಪಿಯ ಕೋಮುವಾದಿ ಧೋರಣೆಯನ್ನು ತೋರಿಸುತ್ತದೆ. ರಾಜ್ಯದ ಜನತೆ ಇದಕ್ಕೆ ತಕ್ಕ ಉತ್ತರ ನೀಡಲಿದ್ದಾರೆ. ಕೇಂದ್ರ ಚುನಾವಣಾ ಆಯೋಗ ಈ ಬಗ್ಗೆ ಮಧ್ಯ ಪ್ರವೇಶಿಸಿ ಕ್ರಮ ಕೈಗೊಳ್ಳಬೇಕು ಎಂದು ಸಿದ್ದರಾಮಯ್ಯ ಹೇಳಿದ್ದಾರೆ.	[616, 665, 776, 696]
registration-mark	[28, 1408, 37, 1417]
story6-headline-2b: 'ಆಪರೇಷನ್ ಕಮಲ'!	[758, 801, 873, 820]
lead-col1: ಮೈಸೂರು, ಏ.27-ಇಡೀ ರಾಜ್ಯದ ಗಮನ ಸೆಳೆದಿರುವ ವರುಣ ವಿಧಾನಸಭಾ ಕ್ಷೇತ್ರದಲ್ಲಿ ಚುನಾವಣೆ ಪ್ರಚಾರ ದಿನದಿಂದ ದಿನಕ್ಕೆ ರಂಗೇರುತ್ತಿದೆ. ಬಿಜೆಪಿ ಅಭ್ಯರ್ಥಿ ವಿ.ಸೋಮಣ್ಣ ಅವರು ಕ್ಷೇತ್ರದ ವಿವಿಧ ಗ್ರಾಮಗಳಲ್ಲಿ ಅಬ್ಬರದ ಪ್ರಚಾರ ನಡೆಸಿದರು. ಮೈಸೂರು-ಕೊಡಗು ಸಂಸದ ಪ್ರತಾಪ್ ಸಿಂಹ ಅವರು ಸಾಥ್ ನೀಡಿದರು. ಈ ಸಂದರ್ಭದಲ್ಲಿ ಮಾತನಾಡಿದ ಸೋಮಣ್ಣ ಅವರು, ಐದು ವರ್ಷದಲ್ಲಿ ವರುಣ ಕ್ಷೇತ್ರವನ್ನು ಮಾದರಿ ಕ್ಷೇತ್ರವನ್ನಾಗಿ ಮಾಡುತ್ತೇನೆ. ಕ್ಷೇತ್ರದ ಜನತೆ ನನಗೆ ಆಶೀರ್ವಾದ ಮಾಡಬೇಕು ಎಂದು ಮನವಿ ಮಾಡಿದರು.	[305, 424, 416, 496]
story2-subhead: ಮತದಾರರಿಗೆ ಜಿಲ್ಲಾ ಉಪಕಾರ್ಯದರ್ಶಿ ಕೃಷ್ಣರಾಜು ಮನವಿ	[60, 607, 193, 616]
registration-mark	[15, 1408, 24, 1417]
registration-mark	[450, 1408, 456, 1414]
story2-col2: ಬಗ್ಗೆ ತಿಳುವಳಿಕೆ ಮೂಡಿಸಲಾಯಿತು. ಎಲ್ಲಾ ಮತದಾರರು ತಪ್ಪದೇ ಮೇ.10ರಂದು ಮತಗಟ್ಟೆಗೆ ತೆರಳಿ ಮತ ಚಲಾಯಿಸಬೇಕು. ಸ್ವೀಪ್ ಸಮಿತಿಯ ವತಿಯಿಂದ ಕಾರ್ಯಕ್ರಮ ಹಮ್ಮಿಕೊಳ್ಳಲಾಗಿತ್ತು. ಗ್ರಾಮ ಪಂಚಾಯಿತಿ ಸದಸ್ಯರು, ಅಂಗನವಾಡಿ ಕಾರ್ಯಕರ್ತೆಯರು ಹಾಗೂ ಸ್ತ್ರೀಶಕ್ತಿ ಸಂಘದ ಸದಸ್ಯರು ಭಾಗವಹಿಸಿದ್ದರು. ಪ್ರತಿಜ್ಞಾವಿಧಿ ಬೋಧಿಸಲಾಯಿತು. ಈ ವೇಳೆ ಪಿಡಿಒ, ಕಾರ್ಯದರ್ಶಿ ಸೇರಿದಂತೆ ಸಿಬ್ಬಂದಿ ಉಪಸ್ಥಿತರಿದ್ದರು.	[179, 702, 295, 758]
divider	[303, 614, 936, 615]
